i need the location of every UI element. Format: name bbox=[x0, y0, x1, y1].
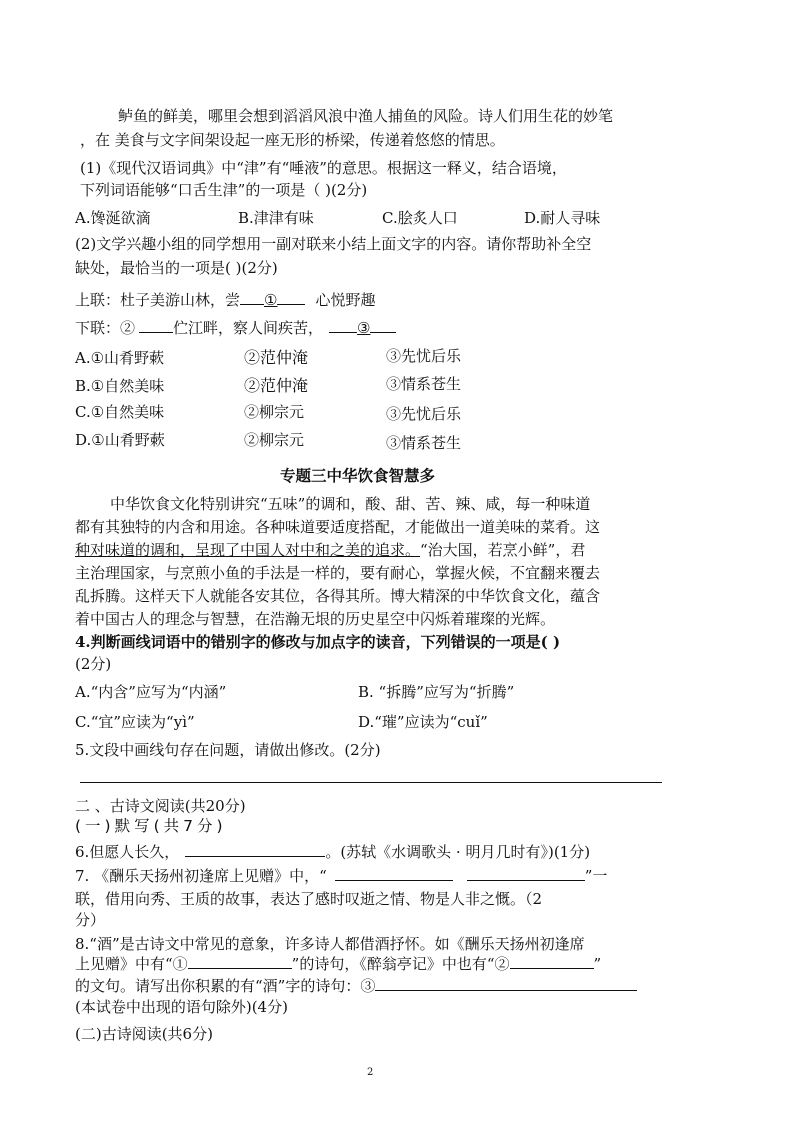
q8-line-2-post: ” bbox=[593, 955, 602, 973]
q4-option-d: D.“璀”应读为“cuǐ” bbox=[358, 713, 488, 731]
q8-line-1: 8.“酒”是古诗文中常见的意象，许多诗人都借酒抒怀。如《酬乐天扬州初逢席 bbox=[75, 935, 585, 953]
q4-option-a: A.“内含”应写为“内涵” bbox=[75, 683, 227, 701]
q2-option-c-1: C.①自然美味 bbox=[75, 403, 165, 421]
couplet-lower-text: 伫江畔，察人间疾苦， bbox=[173, 319, 324, 337]
q4-stem: 4.判断画线词语中的错别字的修改与加点字的读音，下列错误的一项是( ) bbox=[75, 633, 561, 651]
q6-text: 6.但愿人长久， bbox=[75, 843, 180, 861]
couplet-blank-3-label: ③ bbox=[357, 319, 371, 337]
q7-text-tail: ”一 bbox=[584, 867, 608, 885]
topic3-para-line-5: 乱拆腾。这样天下人就能各安其位，各得其所。博大精深的中华饮食文化，蕴含 bbox=[75, 587, 601, 605]
q7-blank-2[interactable] bbox=[467, 866, 585, 881]
q2-stem-line-2: 缺处，最恰当的一项是( )(2分) bbox=[75, 259, 278, 277]
section-two-title: 二 、古诗文阅读(共20分) bbox=[75, 797, 246, 815]
q6-source: 。(苏轼《水调歌头 · 明月几时有》)(1分) bbox=[325, 843, 591, 861]
q8-line-3-text: 的文句。请写出你积累的有“酒”字的诗句：③ bbox=[75, 977, 376, 995]
q4-option-b: B. “拆腾”应写为“折腾” bbox=[358, 683, 515, 701]
q1-option-b: B.津津有味 bbox=[238, 209, 314, 227]
q2-option-b-2: ②范仲淹 bbox=[244, 376, 309, 395]
q1-option-a: A.馋涎欲滴 bbox=[75, 209, 151, 227]
topic3-para-line-3 bbox=[75, 540, 585, 560]
topic3-para-line-4: 主治理国家，与烹煎小鱼的手法是一样的，要有耐心，掌握火候，不宜翻来覆去 bbox=[75, 564, 601, 582]
q2-option-a-3: ③先忧后乐 bbox=[386, 347, 462, 365]
q2-option-c-2: ②柳宗元 bbox=[244, 403, 305, 421]
q6-line bbox=[75, 842, 590, 862]
q2-stem-line-1: (2)文学兴趣小组的同学想用一副对联来小结上面文字的内容。请你帮助补全空 bbox=[75, 235, 592, 253]
q4-option-c: C.“宜”应读为“yì” bbox=[75, 713, 195, 731]
q1-option-c: C.脍炙人口 bbox=[382, 209, 458, 227]
q8-blank-3[interactable] bbox=[375, 976, 637, 991]
q7-text: 7. 《酬乐天扬州初逢席上见赠》中，“ bbox=[75, 867, 327, 885]
q7-blank-1[interactable] bbox=[335, 866, 453, 881]
topic-three-title: 专题三中华饮食智慧多 bbox=[280, 466, 436, 485]
q2-option-a-1: A.①山肴野蔌 bbox=[75, 349, 165, 367]
couplet-lower bbox=[75, 318, 396, 338]
q7-line-1 bbox=[75, 866, 607, 886]
q2-option-b-1: B.①自然美味 bbox=[75, 377, 165, 395]
couplet-blank-1 bbox=[240, 290, 264, 305]
topic3-underlined-sentence: 种对味道的调和，呈现了中国人对中和之美的追求。 bbox=[75, 541, 421, 559]
intro-line-2: ，在 美食与文字间架设起一座无形的桥梁，传递着悠悠的情思。 bbox=[80, 131, 505, 149]
couplet-blank-1-label: ① bbox=[264, 291, 278, 309]
q1-stem-line-2: 下列词语能够“口舌生津”的一项是（ )(2分) bbox=[80, 181, 368, 199]
part-two-title: (二)古诗阅读(共6分) bbox=[75, 1025, 213, 1043]
couplet-blank-1-tail bbox=[277, 290, 305, 305]
page-number: 2 bbox=[367, 1067, 374, 1078]
couplet-upper bbox=[75, 290, 375, 310]
q8-blank-2[interactable] bbox=[510, 954, 594, 969]
q1-stem-line-1: (1)《现代汉语词典》中“津”有“唾液”的意思。根据这一释义，结合语境， bbox=[80, 159, 567, 177]
couplet-lower-label: 下联：② bbox=[75, 319, 136, 337]
intro-line-1: 鲈鱼的鲜美，哪里会想到滔滔风浪中渔人捕鱼的风险。诗人们用生花的妙笔 bbox=[118, 107, 614, 125]
q4-score: (2分) bbox=[75, 655, 112, 673]
q2-option-d-3: ③情系苍生 bbox=[386, 434, 462, 452]
couplet-upper-end: 心悦野趣 bbox=[315, 291, 376, 309]
couplet-blank-2 bbox=[139, 318, 173, 333]
q5-answer-line[interactable] bbox=[80, 782, 662, 783]
q8-blank-1[interactable] bbox=[188, 954, 292, 969]
topic3-para-line-1: 中华饮食文化特别讲究“五味”的调和，酸、甜、苦、辣、咸，每一种味道 bbox=[110, 495, 591, 513]
q8-line-3 bbox=[75, 976, 637, 996]
q2-option-d-2: ②柳宗元 bbox=[244, 431, 305, 449]
q2-option-a-2: ②范仲淹 bbox=[244, 348, 309, 367]
q1-option-d: D.耐人寻味 bbox=[524, 209, 601, 227]
q7-line-2: 联，借用向秀、王质的故事，表达了感时叹逝之情、物是人非之慨。（2 bbox=[75, 890, 543, 908]
q7-line-3: 分） bbox=[75, 911, 106, 929]
topic3-para-line-6: 着中国古人的理念与智慧，在浩瀚无垠的历史星空中闪烁着璀璨的光辉。 bbox=[75, 610, 556, 628]
couplet-blank-3 bbox=[329, 318, 357, 333]
topic3-para-line-2: 都有其独特的内含和用途。各种味道要适度搭配，才能做出一道美味的菜肴。这 bbox=[75, 518, 601, 536]
q2-option-d-1: D.①山肴野蔌 bbox=[75, 431, 165, 449]
couplet-blank-3-tail bbox=[370, 318, 396, 333]
q8-line-2-mid: ”的诗句，《醉翁亭记》中也有“② bbox=[291, 955, 510, 973]
q2-option-c-3: ③先忧后乐 bbox=[386, 405, 462, 423]
q8-line-2-pre: 上见赠》中有“① bbox=[75, 955, 188, 973]
q6-blank[interactable] bbox=[185, 842, 325, 857]
couplet-upper-text: 上联：杜子美游山林，尝 bbox=[75, 291, 241, 309]
q8-line-4: (本试卷中出现的语句除外)(4分) bbox=[75, 998, 288, 1016]
q5-stem: 5.文段中画线句存在问题，请做出修改。(2分) bbox=[75, 741, 381, 759]
q2-option-b-3: ③情系苍生 bbox=[386, 375, 462, 393]
topic3-para-line-3-rest: “治大国，若烹小鲜”，君 bbox=[420, 541, 586, 559]
part-one-title: (一)默写(共7分) bbox=[75, 817, 227, 835]
q8-line-2 bbox=[75, 954, 601, 974]
